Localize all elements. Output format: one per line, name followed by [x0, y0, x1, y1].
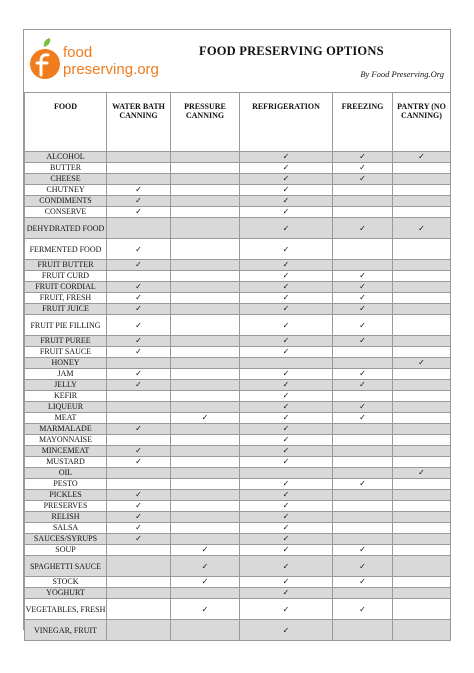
empty-cell-water-bath	[107, 620, 171, 641]
empty-cell-pantry	[393, 588, 451, 599]
check-icon-water-bath: ✓	[107, 457, 171, 468]
check-icon-water-bath: ✓	[107, 293, 171, 304]
check-icon-refrigeration: ✓	[240, 218, 333, 239]
check-icon-refrigeration: ✓	[240, 446, 333, 457]
page-title: FOOD PRESERVING OPTIONS	[199, 44, 384, 58]
empty-cell-water-bath	[107, 218, 171, 239]
check-icon-water-bath: ✓	[107, 534, 171, 545]
food-name-cell: FRUIT SAUCE	[25, 347, 107, 358]
table-row	[25, 380, 451, 391]
empty-cell-refrigeration	[240, 358, 333, 369]
table-row	[25, 239, 451, 260]
empty-cell-pressure	[171, 185, 240, 196]
food-name-cell: FRUIT CORDIAL	[25, 282, 107, 293]
empty-cell-pressure	[171, 588, 240, 599]
empty-cell-water-bath	[107, 577, 171, 588]
empty-cell-freezing	[333, 260, 393, 271]
check-icon-refrigeration: ✓	[240, 599, 333, 620]
check-icon-water-bath: ✓	[107, 523, 171, 534]
food-name-cell: FRUIT JUICE	[25, 304, 107, 315]
check-icon-refrigeration: ✓	[240, 402, 333, 413]
table-row	[25, 620, 451, 641]
empty-cell-water-bath	[107, 468, 171, 479]
empty-cell-pressure	[171, 435, 240, 446]
check-icon-water-bath: ✓	[107, 239, 171, 260]
table-row	[25, 315, 451, 336]
food-name-cell: FRUIT BUTTER	[25, 260, 107, 271]
check-icon-water-bath: ✓	[107, 207, 171, 218]
check-icon-freezing: ✓	[333, 577, 393, 588]
check-icon-freezing: ✓	[333, 152, 393, 163]
byline: By Food Preserving.Org	[360, 69, 444, 79]
food-name-cell: MUSTARD	[25, 457, 107, 468]
food-name-cell: VEGETABLES, FRESH	[25, 599, 107, 620]
check-icon-refrigeration: ✓	[240, 435, 333, 446]
table-row	[25, 391, 451, 402]
col-header-pantry: PANTRY (NO CANNING)	[393, 93, 451, 152]
table-row	[25, 501, 451, 512]
check-icon-refrigeration: ✓	[240, 512, 333, 523]
check-icon-refrigeration: ✓	[240, 260, 333, 271]
empty-cell-pressure	[171, 369, 240, 380]
check-icon-freezing: ✓	[333, 304, 393, 315]
table-row	[25, 534, 451, 545]
empty-cell-water-bath	[107, 163, 171, 174]
empty-cell-pressure	[171, 260, 240, 271]
empty-cell-freezing	[333, 196, 393, 207]
food-name-cell: SALSA	[25, 523, 107, 534]
food-name-cell: PRESERVES	[25, 501, 107, 512]
food-name-cell: RELISH	[25, 512, 107, 523]
check-icon-refrigeration: ✓	[240, 369, 333, 380]
check-icon-refrigeration: ✓	[240, 207, 333, 218]
food-name-cell: CHEESE	[25, 174, 107, 185]
empty-cell-pressure	[171, 620, 240, 641]
empty-cell-pressure	[171, 380, 240, 391]
check-icon-freezing: ✓	[333, 174, 393, 185]
check-icon-water-bath: ✓	[107, 424, 171, 435]
table-row	[25, 218, 451, 239]
empty-cell-pressure	[171, 196, 240, 207]
empty-cell-pantry	[393, 336, 451, 347]
check-icon-refrigeration: ✓	[240, 380, 333, 391]
empty-cell-water-bath	[107, 413, 171, 424]
empty-cell-pantry	[393, 347, 451, 358]
empty-cell-pantry	[393, 435, 451, 446]
empty-cell-pantry	[393, 523, 451, 534]
food-name-cell: CONDIMENTS	[25, 196, 107, 207]
empty-cell-pressure	[171, 468, 240, 479]
empty-cell-pressure	[171, 457, 240, 468]
check-icon-freezing: ✓	[333, 271, 393, 282]
check-icon-freezing: ✓	[333, 556, 393, 577]
empty-cell-freezing	[333, 501, 393, 512]
empty-cell-water-bath	[107, 152, 171, 163]
table-row	[25, 152, 451, 163]
chart-sheet	[23, 29, 451, 635]
check-icon-freezing: ✓	[333, 282, 393, 293]
table-row	[25, 207, 451, 218]
table-row	[25, 512, 451, 523]
check-icon-refrigeration: ✓	[240, 152, 333, 163]
empty-cell-pressure	[171, 282, 240, 293]
empty-cell-pantry	[393, 207, 451, 218]
table-row	[25, 545, 451, 556]
empty-cell-pantry	[393, 196, 451, 207]
check-icon-refrigeration: ✓	[240, 523, 333, 534]
empty-cell-water-bath	[107, 556, 171, 577]
empty-cell-pantry	[393, 391, 451, 402]
empty-cell-pantry	[393, 424, 451, 435]
empty-cell-water-bath	[107, 479, 171, 490]
check-icon-refrigeration: ✓	[240, 185, 333, 196]
empty-cell-freezing	[333, 424, 393, 435]
empty-cell-pantry	[393, 293, 451, 304]
food-name-cell: PICKLES	[25, 490, 107, 501]
food-name-cell: HONEY	[25, 358, 107, 369]
food-name-cell: MAYONNAISE	[25, 435, 107, 446]
empty-cell-pressure	[171, 336, 240, 347]
food-name-cell: OIL	[25, 468, 107, 479]
empty-cell-pressure	[171, 523, 240, 534]
check-icon-freezing: ✓	[333, 315, 393, 336]
empty-cell-freezing	[333, 512, 393, 523]
food-name-cell: JAM	[25, 369, 107, 380]
check-icon-refrigeration: ✓	[240, 577, 333, 588]
check-icon-refrigeration: ✓	[240, 271, 333, 282]
table-row	[25, 413, 451, 424]
check-icon-water-bath: ✓	[107, 282, 171, 293]
table-row	[25, 282, 451, 293]
empty-cell-pressure	[171, 163, 240, 174]
logo-text-preserving: preserving.org	[63, 61, 159, 78]
empty-cell-water-bath	[107, 402, 171, 413]
check-icon-pressure: ✓	[171, 599, 240, 620]
empty-cell-water-bath	[107, 599, 171, 620]
table-row	[25, 185, 451, 196]
empty-cell-pressure	[171, 424, 240, 435]
food-name-cell: MARMALADE	[25, 424, 107, 435]
table-row	[25, 271, 451, 282]
table-row	[25, 556, 451, 577]
empty-cell-freezing	[333, 523, 393, 534]
empty-cell-pressure	[171, 402, 240, 413]
empty-cell-pantry	[393, 620, 451, 641]
col-header-freezing: FREEZING	[333, 93, 393, 152]
table-row	[25, 599, 451, 620]
check-icon-freezing: ✓	[333, 336, 393, 347]
check-icon-water-bath: ✓	[107, 336, 171, 347]
check-icon-refrigeration: ✓	[240, 304, 333, 315]
empty-cell-pantry	[393, 446, 451, 457]
table-row	[25, 577, 451, 588]
empty-cell-pressure	[171, 315, 240, 336]
food-name-cell: CONSERVE	[25, 207, 107, 218]
table-row	[25, 196, 451, 207]
empty-cell-water-bath	[107, 174, 171, 185]
empty-cell-pressure	[171, 358, 240, 369]
check-icon-water-bath: ✓	[107, 501, 171, 512]
empty-cell-freezing	[333, 588, 393, 599]
check-icon-water-bath: ✓	[107, 315, 171, 336]
food-name-cell: FRUIT PIE FILLING	[25, 315, 107, 336]
check-icon-pantry: ✓	[393, 152, 451, 163]
table-row	[25, 293, 451, 304]
check-icon-refrigeration: ✓	[240, 163, 333, 174]
check-icon-refrigeration: ✓	[240, 293, 333, 304]
check-icon-refrigeration: ✓	[240, 347, 333, 358]
food-name-cell: SOUP	[25, 545, 107, 556]
empty-cell-pantry	[393, 260, 451, 271]
empty-cell-freezing	[333, 446, 393, 457]
col-header-refrigeration: REFRIGERATION	[240, 93, 333, 152]
preserving-table	[24, 92, 451, 641]
check-icon-pressure: ✓	[171, 577, 240, 588]
table-row	[25, 424, 451, 435]
empty-cell-pantry	[393, 490, 451, 501]
check-icon-refrigeration: ✓	[240, 315, 333, 336]
empty-cell-water-bath	[107, 358, 171, 369]
check-icon-pantry: ✓	[393, 218, 451, 239]
food-name-cell: PESTO	[25, 479, 107, 490]
check-icon-refrigeration: ✓	[240, 282, 333, 293]
food-name-cell: MINCEMEAT	[25, 446, 107, 457]
check-icon-water-bath: ✓	[107, 490, 171, 501]
empty-cell-freezing	[333, 468, 393, 479]
col-header-food: FOOD	[25, 93, 107, 152]
check-icon-freezing: ✓	[333, 413, 393, 424]
check-icon-freezing: ✓	[333, 545, 393, 556]
check-icon-refrigeration: ✓	[240, 391, 333, 402]
table-row	[25, 358, 451, 369]
check-icon-refrigeration: ✓	[240, 534, 333, 545]
empty-cell-freezing	[333, 207, 393, 218]
sheet-header	[24, 30, 450, 93]
empty-cell-pantry	[393, 239, 451, 260]
check-icon-freezing: ✓	[333, 402, 393, 413]
food-name-cell: FRUIT, FRESH	[25, 293, 107, 304]
check-icon-refrigeration: ✓	[240, 501, 333, 512]
food-name-cell: CHUTNEY	[25, 185, 107, 196]
table-row	[25, 304, 451, 315]
table-row	[25, 347, 451, 358]
table-row	[25, 490, 451, 501]
empty-cell-pressure	[171, 347, 240, 358]
food-name-cell: STOCK	[25, 577, 107, 588]
empty-cell-pantry	[393, 545, 451, 556]
empty-cell-pressure	[171, 512, 240, 523]
table-row	[25, 588, 451, 599]
empty-cell-freezing	[333, 620, 393, 641]
empty-cell-pressure	[171, 293, 240, 304]
empty-cell-freezing	[333, 239, 393, 260]
empty-cell-pantry	[393, 413, 451, 424]
check-icon-refrigeration: ✓	[240, 479, 333, 490]
empty-cell-pressure	[171, 218, 240, 239]
food-name-cell: BUTTER	[25, 163, 107, 174]
food-name-cell: FERMENTED FOOD	[25, 239, 107, 260]
empty-cell-pressure	[171, 152, 240, 163]
food-name-cell: MEAT	[25, 413, 107, 424]
empty-cell-water-bath	[107, 391, 171, 402]
check-icon-refrigeration: ✓	[240, 196, 333, 207]
table-header-row	[25, 93, 451, 152]
check-icon-pressure: ✓	[171, 413, 240, 424]
empty-cell-freezing	[333, 185, 393, 196]
check-icon-refrigeration: ✓	[240, 336, 333, 347]
empty-cell-pressure	[171, 304, 240, 315]
table-row	[25, 523, 451, 534]
food-name-cell: FRUIT CURD	[25, 271, 107, 282]
empty-cell-freezing	[333, 391, 393, 402]
table-row	[25, 402, 451, 413]
check-icon-water-bath: ✓	[107, 446, 171, 457]
empty-cell-pantry	[393, 457, 451, 468]
check-icon-pantry: ✓	[393, 468, 451, 479]
empty-cell-pantry	[393, 402, 451, 413]
table-row	[25, 468, 451, 479]
food-name-cell: JELLY	[25, 380, 107, 391]
empty-cell-pantry	[393, 271, 451, 282]
empty-cell-pressure	[171, 174, 240, 185]
food-name-cell: YOGHURT	[25, 588, 107, 599]
empty-cell-pressure	[171, 446, 240, 457]
food-name-cell: FRUIT PUREE	[25, 336, 107, 347]
check-icon-freezing: ✓	[333, 293, 393, 304]
check-icon-pantry: ✓	[393, 358, 451, 369]
check-icon-water-bath: ✓	[107, 347, 171, 358]
check-icon-pressure: ✓	[171, 556, 240, 577]
check-icon-freezing: ✓	[333, 163, 393, 174]
table-row	[25, 435, 451, 446]
empty-cell-pantry	[393, 501, 451, 512]
food-name-cell: SAUCES/SYRUPS	[25, 534, 107, 545]
food-name-cell: DEHYDRATED FOOD	[25, 218, 107, 239]
check-icon-pressure: ✓	[171, 545, 240, 556]
table-row	[25, 336, 451, 347]
empty-cell-water-bath	[107, 435, 171, 446]
empty-cell-pantry	[393, 163, 451, 174]
check-icon-refrigeration: ✓	[240, 424, 333, 435]
check-icon-water-bath: ✓	[107, 304, 171, 315]
empty-cell-pantry	[393, 174, 451, 185]
empty-cell-pantry	[393, 512, 451, 523]
empty-cell-pantry	[393, 315, 451, 336]
empty-cell-water-bath	[107, 545, 171, 556]
empty-cell-pressure	[171, 490, 240, 501]
empty-cell-freezing	[333, 490, 393, 501]
empty-cell-pantry	[393, 185, 451, 196]
empty-cell-pressure	[171, 239, 240, 260]
food-name-cell: SPAGHETTI SAUCE	[25, 556, 107, 577]
food-preserving-logo	[28, 36, 178, 86]
empty-cell-freezing	[333, 435, 393, 446]
empty-cell-water-bath	[107, 588, 171, 599]
check-icon-freezing: ✓	[333, 218, 393, 239]
check-icon-refrigeration: ✓	[240, 239, 333, 260]
table-row	[25, 369, 451, 380]
check-icon-water-bath: ✓	[107, 196, 171, 207]
check-icon-freezing: ✓	[333, 479, 393, 490]
empty-cell-pantry	[393, 556, 451, 577]
empty-cell-pressure	[171, 534, 240, 545]
empty-cell-pressure	[171, 479, 240, 490]
table-row	[25, 163, 451, 174]
empty-cell-freezing	[333, 457, 393, 468]
check-icon-refrigeration: ✓	[240, 556, 333, 577]
empty-cell-refrigeration	[240, 468, 333, 479]
empty-cell-freezing	[333, 358, 393, 369]
empty-cell-pantry	[393, 369, 451, 380]
check-icon-freezing: ✓	[333, 599, 393, 620]
empty-cell-pantry	[393, 380, 451, 391]
food-name-cell: LIQUEUR	[25, 402, 107, 413]
table-row	[25, 457, 451, 468]
col-header-pressure: PRESSURE CANNING	[171, 93, 240, 152]
logo-text-food: food	[63, 44, 93, 61]
check-icon-freezing: ✓	[333, 380, 393, 391]
empty-cell-pantry	[393, 304, 451, 315]
check-icon-freezing: ✓	[333, 369, 393, 380]
col-header-water-bath: WATER BATH CANNING	[107, 93, 171, 152]
table-row	[25, 260, 451, 271]
check-icon-water-bath: ✓	[107, 512, 171, 523]
empty-cell-pantry	[393, 577, 451, 588]
empty-cell-pantry	[393, 534, 451, 545]
check-icon-refrigeration: ✓	[240, 174, 333, 185]
table-row	[25, 479, 451, 490]
food-name-cell: KEFIR	[25, 391, 107, 402]
empty-cell-pantry	[393, 282, 451, 293]
check-icon-water-bath: ✓	[107, 260, 171, 271]
check-icon-refrigeration: ✓	[240, 457, 333, 468]
empty-cell-freezing	[333, 534, 393, 545]
empty-cell-pantry	[393, 479, 451, 490]
check-icon-water-bath: ✓	[107, 380, 171, 391]
table-row	[25, 174, 451, 185]
table-row	[25, 446, 451, 457]
empty-cell-water-bath	[107, 271, 171, 282]
check-icon-refrigeration: ✓	[240, 545, 333, 556]
empty-cell-pantry	[393, 599, 451, 620]
empty-cell-freezing	[333, 347, 393, 358]
check-icon-refrigeration: ✓	[240, 588, 333, 599]
check-icon-water-bath: ✓	[107, 369, 171, 380]
check-icon-refrigeration: ✓	[240, 490, 333, 501]
empty-cell-pressure	[171, 501, 240, 512]
food-name-cell: ALCOHOL	[25, 152, 107, 163]
food-name-cell: VINEGAR, FRUIT	[25, 620, 107, 641]
check-icon-water-bath: ✓	[107, 185, 171, 196]
empty-cell-pressure	[171, 391, 240, 402]
empty-cell-pressure	[171, 271, 240, 282]
empty-cell-pressure	[171, 207, 240, 218]
check-icon-refrigeration: ✓	[240, 413, 333, 424]
check-icon-refrigeration: ✓	[240, 620, 333, 641]
